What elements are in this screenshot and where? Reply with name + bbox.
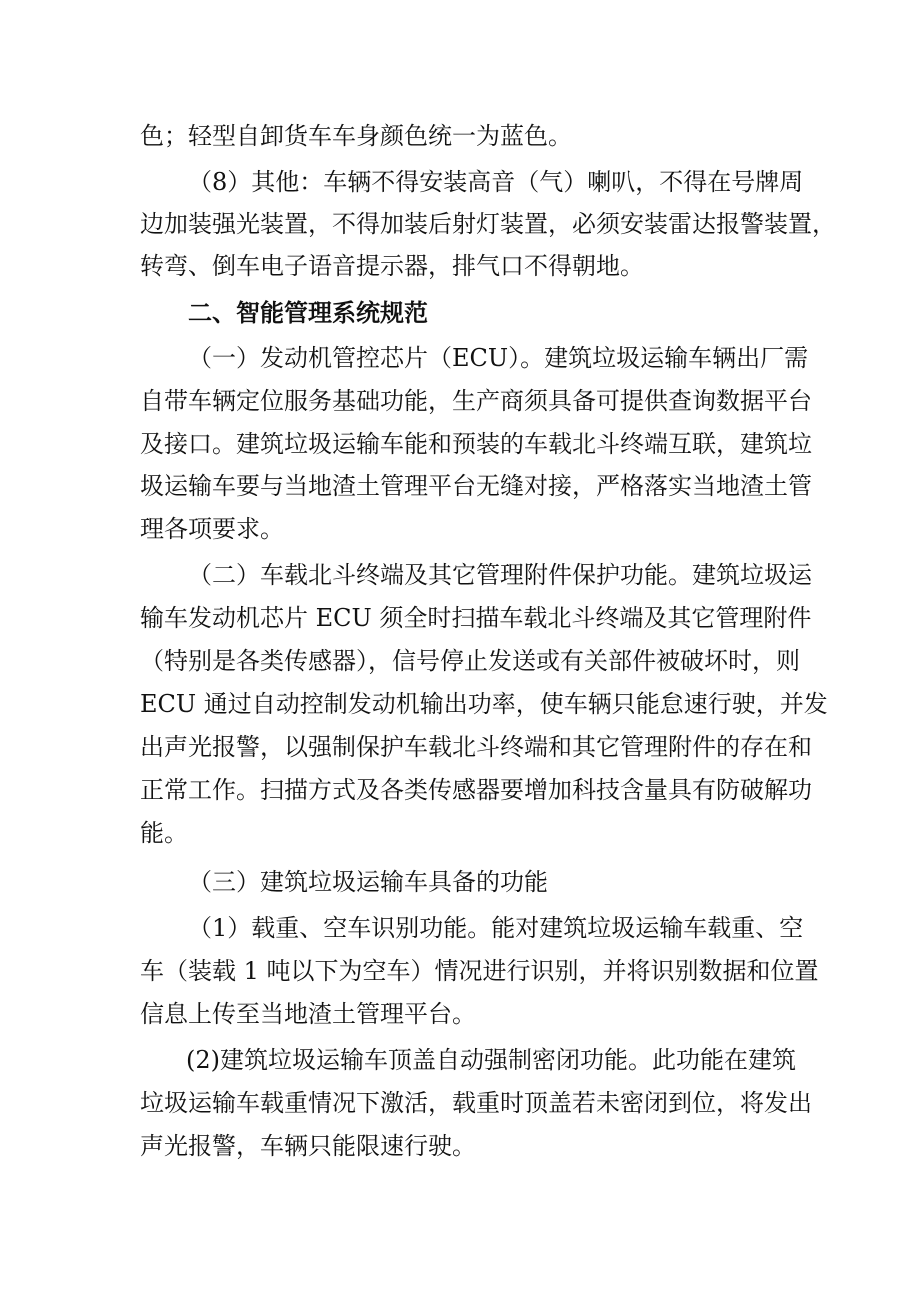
text-line-7: 自带车辆定位服务基础功能，生产商须具备可提供查询数据平台 <box>140 387 812 415</box>
text-line-4: 转弯、倒车电子语音提示器，排气口不得朝地。 <box>140 252 644 280</box>
text-line-9: 圾运输车要与当地渣土管理平台无缝对接，严格落实当地渣土管 <box>140 472 812 500</box>
text-line-8: 及接口。建筑垃圾运输车能和预装的车载北斗终端互联，建筑垃 <box>140 430 812 458</box>
text-line-20: 车（装载 1 吨以下为空车）情况进行识别，并将识别数据和位置 <box>140 957 819 985</box>
text-line-1: 色；轻型自卸货车车身颜色统一为蓝色。 <box>140 122 572 150</box>
text-line-3: 边加装强光装置，不得加装后射灯装置，必须安装雷达报警装置， <box>140 210 836 238</box>
section-heading: 二、智能管理系统规范 <box>188 299 428 327</box>
text-line-23: 垃圾运输车载重情况下激活，载重时顶盖若未密闭到位，将发出 <box>140 1089 812 1117</box>
text-line-6: （一）发动机管控芯片（ECU）。建筑垃圾运输车辆出厂需 <box>188 344 809 372</box>
text-line-11: （二）车载北斗终端及其它管理附件保护功能。建筑垃圾运 <box>188 561 812 589</box>
text-line-19: （1）载重、空车识别功能。能对建筑垃圾运输车载重、空 <box>188 914 804 942</box>
text-line-2: （8）其他：车辆不得安装高音（气）喇叭，不得在号牌周 <box>188 168 804 196</box>
text-line-16: 正常工作。扫描方式及各类传感器要增加科技含量具有防破解功 <box>140 776 812 804</box>
text-line-13: （特别是各类传感器），信号停止发送或有关部件被破坏时，则 <box>140 647 800 675</box>
text-line-14: ECU 通过自动控制发动机输出功率，使车辆只能怠速行驶，并发 <box>140 690 828 718</box>
text-line-12: 输车发动机芯片 ECU 须全时扫描车载北斗终端及其它管理附件 <box>140 604 812 632</box>
text-line-22: (2)建筑垃圾运输车顶盖自动强制密闭功能。此功能在建筑 <box>186 1046 796 1074</box>
text-line-15: 出声光报警，以强制保护车载北斗终端和其它管理附件的存在和 <box>140 733 812 761</box>
text-line-24: 声光报警，车辆只能限速行驶。 <box>140 1132 476 1160</box>
text-line-10: 理各项要求。 <box>140 515 284 543</box>
text-line-18: （三）建筑垃圾运输车具备的功能 <box>188 868 548 896</box>
text-line-17: 能。 <box>140 819 188 847</box>
text-line-21: 信息上传至当地渣土管理平台。 <box>140 1000 476 1028</box>
